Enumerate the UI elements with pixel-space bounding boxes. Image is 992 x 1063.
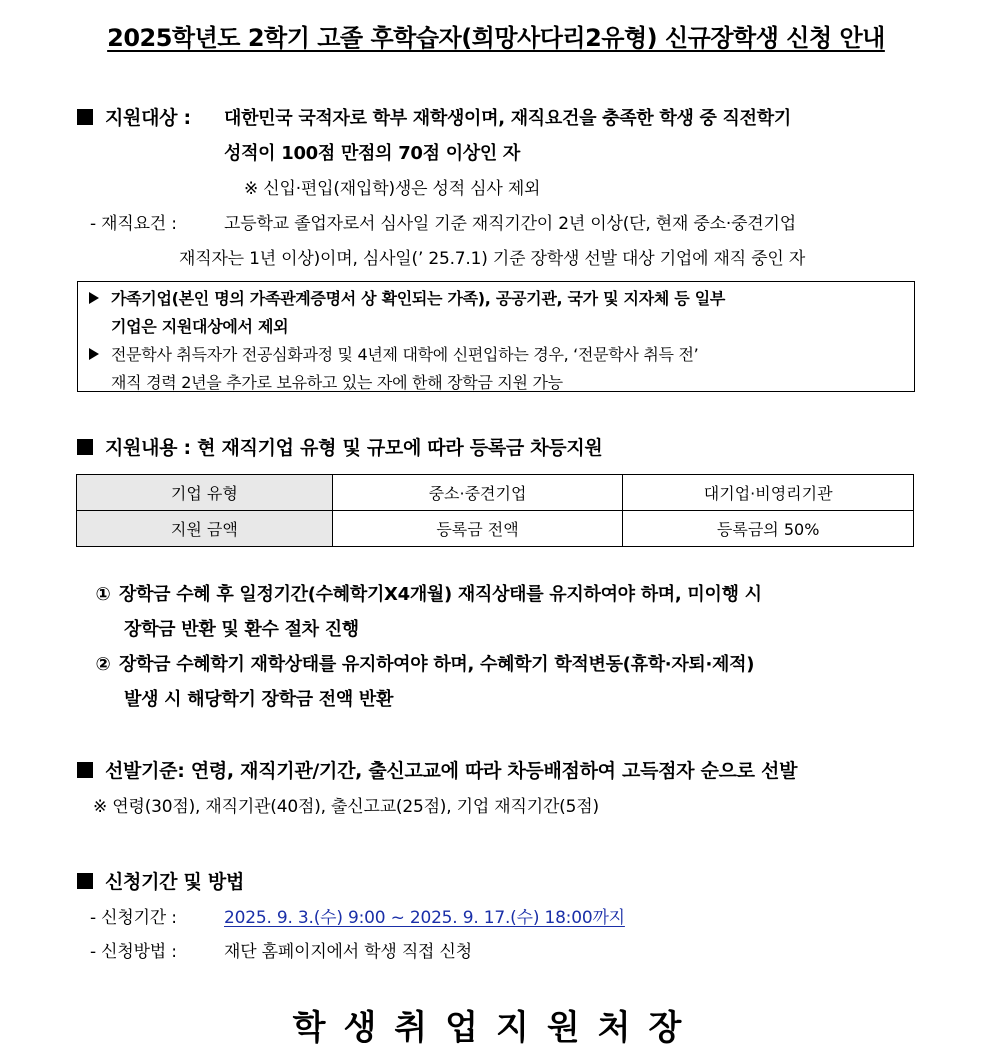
method-value: 재단 홈페이지에서 학생 직접 신청 bbox=[224, 942, 472, 962]
circled-number-2: ② bbox=[95, 654, 111, 675]
selection-heading-row bbox=[77, 756, 797, 783]
table-header-cell: 지원 금액 bbox=[77, 511, 333, 547]
notice-item-1-line1: 가족기업(본인 명의 가족관계증명서 상 확인되는 가족), 공공기관, 국가 및 지자체 등 일부 bbox=[111, 289, 726, 308]
eligibility-heading-label: 지원대상 : bbox=[105, 107, 191, 129]
table-cell: 대기업·비영리기관 bbox=[623, 475, 914, 511]
table-header-cell: 기업 유형 bbox=[77, 475, 333, 511]
square-bullet-icon bbox=[77, 873, 93, 889]
square-bullet-icon bbox=[77, 439, 93, 455]
notice-item-2-line1: 전문학사 취득자가 전공심화과정 및 4년제 대학에 신편입하는 경우, ‘전문학사 취득 전’ bbox=[111, 345, 699, 364]
application-heading: 신청기간 및 방법 bbox=[105, 871, 245, 893]
support-heading: 지원내용 : 현 재직기업 유형 및 규모에 따라 등록금 차등지원 bbox=[105, 437, 603, 459]
eligibility-line2: 성적이 100점 만점의 70점 이상인 자 bbox=[224, 143, 521, 164]
table-row bbox=[77, 511, 914, 547]
selection-note: ※ 연령(30점), 재직기관(40점), 출신고교(25점), 기업 재직기간(5점) bbox=[93, 797, 599, 817]
notice-item-1-line2: 기업은 지원대상에서 제외 bbox=[111, 317, 289, 336]
signature: 학생취업지원처장 bbox=[292, 1008, 700, 1048]
method-label: - 신청방법 : bbox=[90, 942, 177, 962]
notice-box bbox=[77, 281, 915, 392]
square-bullet-icon bbox=[77, 109, 93, 125]
condition-2-line2: 발생 시 해당학기 장학금 전액 반환 bbox=[124, 689, 394, 710]
support-table bbox=[76, 474, 914, 547]
notice-item-2-line2: 재직 경력 2년을 추가로 보유하고 있는 자에 한해 장학금 지원 가능 bbox=[111, 373, 563, 392]
condition-1-line1: 장학금 수혜 후 일정기간(수혜학기X4개월) 재직상태를 유지하여야 하며, 미이행 시 bbox=[118, 584, 762, 605]
eligibility-line1: 대한민국 국적자로 학부 재학생이며, 재직요건을 충족한 학생 중 직전학기 bbox=[224, 108, 791, 129]
triangle-bullet-icon bbox=[89, 348, 99, 360]
condition-2-line1: 장학금 수혜학기 재학상태를 유지하여야 하며, 수혜학기 학적변동(휴학·자퇴·제적) bbox=[118, 654, 755, 675]
employment-line2: 재직자는 1년 이상)이며, 심사일(’ 25.7.1) 기준 장학생 선발 대상 기업에 재직 중인 자 bbox=[179, 249, 806, 269]
table-cell: 등록금 전액 bbox=[332, 511, 623, 547]
eligibility-note: ※ 신입·편입(재입학)생은 성적 심사 제외 bbox=[244, 179, 541, 199]
table-row bbox=[77, 475, 914, 511]
period-value-link[interactable]: 2025. 9. 3.(수) 9:00 ~ 2025. 9. 17.(수) 18:00까지 bbox=[224, 908, 625, 928]
table-cell: 중소·중견기업 bbox=[332, 475, 623, 511]
period-label: - 신청기간 : bbox=[90, 908, 177, 928]
circled-number-1: ① bbox=[95, 584, 111, 605]
support-heading-row bbox=[77, 433, 602, 460]
triangle-bullet-icon bbox=[89, 292, 99, 304]
condition-1-line2: 장학금 반환 및 환수 절차 진행 bbox=[124, 619, 359, 640]
eligibility-heading bbox=[77, 103, 191, 130]
employment-line1: 고등학교 졸업자로서 심사일 기준 재직기간이 2년 이상(단, 현재 중소·중견기업 bbox=[224, 214, 796, 234]
selection-heading: 선발기준: 연령, 재직기관/기간, 출신고교에 따라 차등배점하여 고득점자 순으로 선발 bbox=[105, 760, 798, 782]
notice-item-1 bbox=[89, 286, 725, 309]
condition-2 bbox=[93, 650, 754, 676]
application-heading-row bbox=[77, 867, 244, 894]
page-title: 2025학년도 2학기 고졸 후학습자(희망사다리2유형) 신규장학생 신청 안내 bbox=[107, 24, 885, 52]
notice-item-2 bbox=[89, 342, 698, 365]
condition-1 bbox=[93, 580, 762, 606]
table-cell: 등록금의 50% bbox=[623, 511, 914, 547]
square-bullet-icon bbox=[77, 762, 93, 778]
employment-label: - 재직요건 : bbox=[90, 214, 177, 234]
